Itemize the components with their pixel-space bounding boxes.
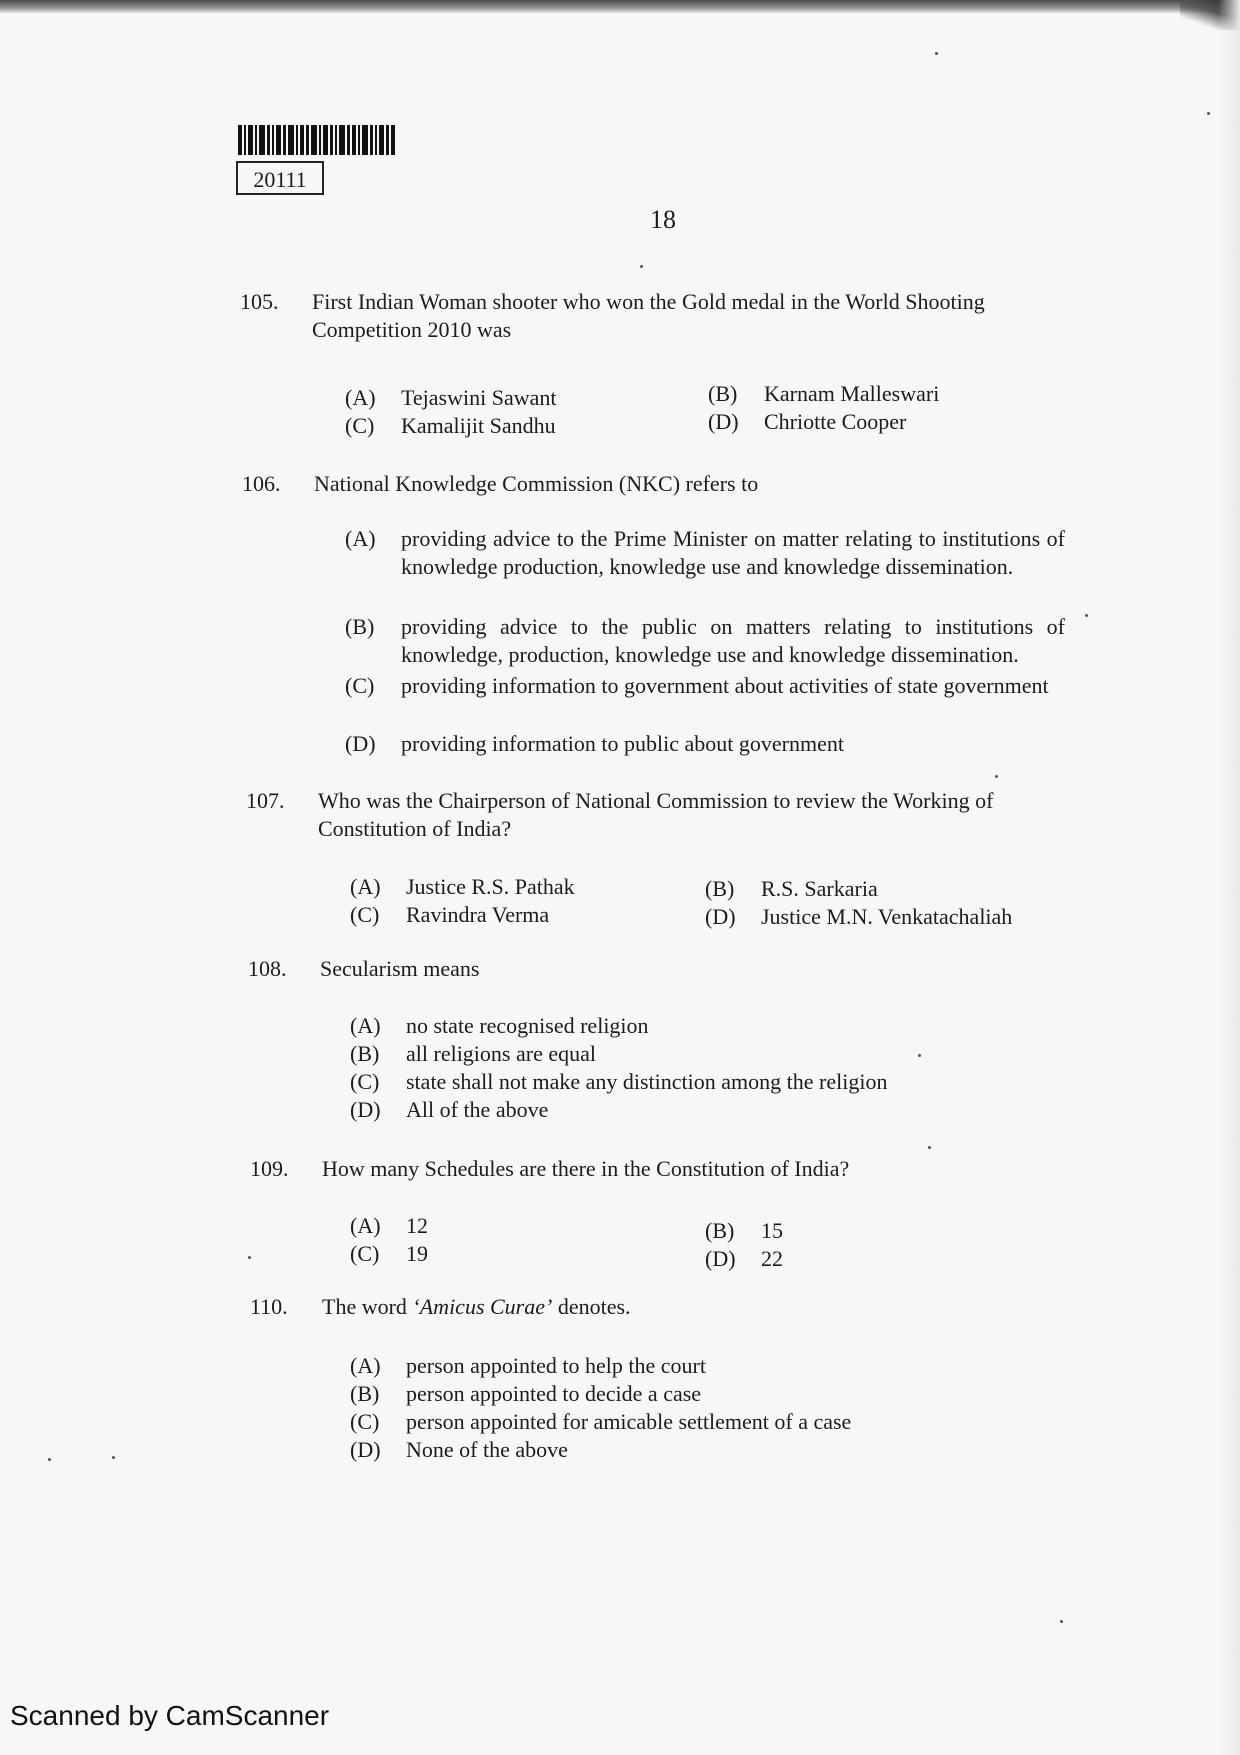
option-text: providing information to public about government bbox=[401, 731, 844, 756]
option-a bbox=[345, 525, 1065, 581]
option-text: Karnam Malleswari bbox=[764, 381, 940, 406]
option-text: All of the above bbox=[406, 1097, 549, 1122]
option-label: (A) bbox=[350, 1013, 381, 1038]
option-label: (C) bbox=[350, 1241, 380, 1266]
scan-speck bbox=[995, 775, 998, 778]
option-text: all religions are equal bbox=[406, 1041, 596, 1066]
option-d bbox=[705, 1245, 783, 1273]
option-label: (B) bbox=[705, 876, 735, 901]
option-label: (A) bbox=[345, 385, 376, 410]
option-label: (D) bbox=[708, 409, 739, 434]
option-label: (C) bbox=[350, 902, 380, 927]
page-number: 18 bbox=[650, 205, 676, 234]
option-label: (D) bbox=[705, 904, 736, 929]
question-number: 110. bbox=[250, 1294, 288, 1319]
option-label: (B) bbox=[345, 614, 375, 639]
option-a bbox=[350, 873, 575, 901]
option-label: (A) bbox=[350, 1353, 381, 1378]
option-b bbox=[705, 875, 878, 903]
question-text: How many Schedules are there in the Constitution of India? bbox=[322, 1156, 850, 1181]
scan-speck bbox=[112, 1456, 115, 1459]
scan-right-edge bbox=[1218, 0, 1240, 1755]
question-number: 108. bbox=[248, 956, 287, 981]
question-number: 109. bbox=[250, 1156, 289, 1181]
option-text: Tejaswini Sawant bbox=[401, 385, 557, 410]
option-d bbox=[350, 1096, 548, 1124]
option-label: (C) bbox=[345, 413, 375, 438]
option-text: R.S. Sarkaria bbox=[761, 876, 878, 901]
option-b bbox=[708, 380, 939, 408]
option-d bbox=[708, 408, 906, 436]
option-text: 19 bbox=[406, 1241, 428, 1266]
option-a bbox=[350, 1212, 428, 1240]
question-text-line: Constitution of India? bbox=[318, 816, 512, 841]
option-text: Justice R.S. Pathak bbox=[406, 874, 575, 899]
option-text: person appointed for amicable settlement of a case bbox=[406, 1409, 852, 1434]
question-text bbox=[322, 1293, 631, 1321]
scan-speck bbox=[935, 52, 938, 55]
option-label: (A) bbox=[345, 526, 376, 551]
paper-code: 20111 bbox=[236, 161, 324, 195]
scan-speck bbox=[1207, 112, 1210, 115]
question-text: Secularism means bbox=[320, 956, 480, 981]
option-a bbox=[350, 1012, 649, 1040]
option-b bbox=[345, 613, 1065, 669]
option-label: (B) bbox=[350, 1041, 380, 1066]
scan-speck bbox=[1085, 614, 1088, 617]
option-text: 22 bbox=[761, 1246, 783, 1271]
scan-speck bbox=[248, 1256, 251, 1259]
option-c bbox=[345, 412, 556, 440]
option-label: (B) bbox=[708, 381, 738, 406]
question-text-line: Competition 2010 was bbox=[312, 317, 512, 342]
scan-speck bbox=[640, 265, 643, 268]
question-text-line: Who was the Chairperson of National Commission to review the Working of bbox=[318, 788, 994, 813]
option-text: None of the above bbox=[406, 1437, 568, 1462]
option-label: (C) bbox=[350, 1069, 380, 1094]
option-text: providing advice to the Prime Minister on matter relating to institutions of knowledge production, knowledge use and knowledge dissemination. bbox=[401, 526, 1065, 579]
scanner-watermark: Scanned by CamScanner bbox=[10, 1700, 330, 1731]
option-label: (C) bbox=[345, 673, 375, 698]
option-b bbox=[350, 1380, 701, 1408]
option-b bbox=[705, 1217, 783, 1245]
question-text-line: First Indian Woman shooter who won the Gold medal in the World Shooting bbox=[312, 289, 985, 314]
option-d bbox=[705, 903, 1012, 931]
option-text: person appointed to help the court bbox=[406, 1353, 706, 1378]
option-text: providing information to government about activities of state government bbox=[401, 673, 1049, 698]
option-c bbox=[350, 1408, 851, 1436]
option-text: 12 bbox=[406, 1213, 428, 1238]
option-text: person appointed to decide a case bbox=[406, 1381, 702, 1406]
scan-speck bbox=[928, 1146, 931, 1149]
option-text: providing advice to the public on matters relating to institutions of knowledge, production, knowledge use and knowledge dissemination. bbox=[401, 614, 1065, 667]
question-text bbox=[318, 787, 1078, 843]
question-text-end: denotes. bbox=[552, 1294, 631, 1319]
question-number: 105. bbox=[240, 289, 279, 314]
option-c bbox=[350, 901, 549, 929]
option-label: (D) bbox=[345, 731, 376, 756]
barcode-icon bbox=[238, 125, 398, 155]
option-label: (D) bbox=[350, 1097, 381, 1122]
question-text: National Knowledge Commission (NKC) refers to bbox=[314, 471, 759, 496]
option-text: no state recognised religion bbox=[406, 1013, 649, 1038]
question-number: 106. bbox=[242, 471, 281, 496]
scan-top-edge bbox=[0, 0, 1240, 14]
question-number: 107. bbox=[246, 788, 285, 813]
option-text: Kamalijit Sandhu bbox=[401, 413, 556, 438]
option-d bbox=[350, 1436, 568, 1464]
scan-speck bbox=[48, 1458, 51, 1461]
option-text: state shall not make any distinction among the religion bbox=[406, 1069, 888, 1094]
faint-stamp bbox=[850, 130, 1010, 150]
option-a bbox=[345, 384, 556, 412]
option-label: (D) bbox=[350, 1437, 381, 1462]
option-c bbox=[345, 672, 1065, 700]
question-text-term: ‘Amicus Curae’ bbox=[412, 1294, 553, 1319]
scan-speck bbox=[1060, 1620, 1063, 1623]
option-a bbox=[350, 1352, 706, 1380]
option-label: (A) bbox=[350, 1213, 381, 1238]
option-c bbox=[350, 1240, 428, 1268]
option-text: Justice M.N. Venkatachaliah bbox=[761, 904, 1013, 929]
option-c bbox=[350, 1068, 887, 1096]
scan-speck bbox=[918, 1054, 921, 1057]
option-label: (B) bbox=[705, 1218, 735, 1243]
option-d bbox=[345, 730, 1065, 758]
option-b bbox=[350, 1040, 596, 1068]
option-label: (A) bbox=[350, 874, 381, 899]
option-text: Chriotte Cooper bbox=[764, 409, 907, 434]
question-text bbox=[312, 288, 1072, 344]
option-label: (B) bbox=[350, 1381, 380, 1406]
option-label: (C) bbox=[350, 1409, 380, 1434]
question-text-start: The word bbox=[322, 1294, 413, 1319]
option-text: Ravindra Verma bbox=[406, 902, 550, 927]
option-label: (D) bbox=[705, 1246, 736, 1271]
option-text: 15 bbox=[761, 1218, 783, 1243]
